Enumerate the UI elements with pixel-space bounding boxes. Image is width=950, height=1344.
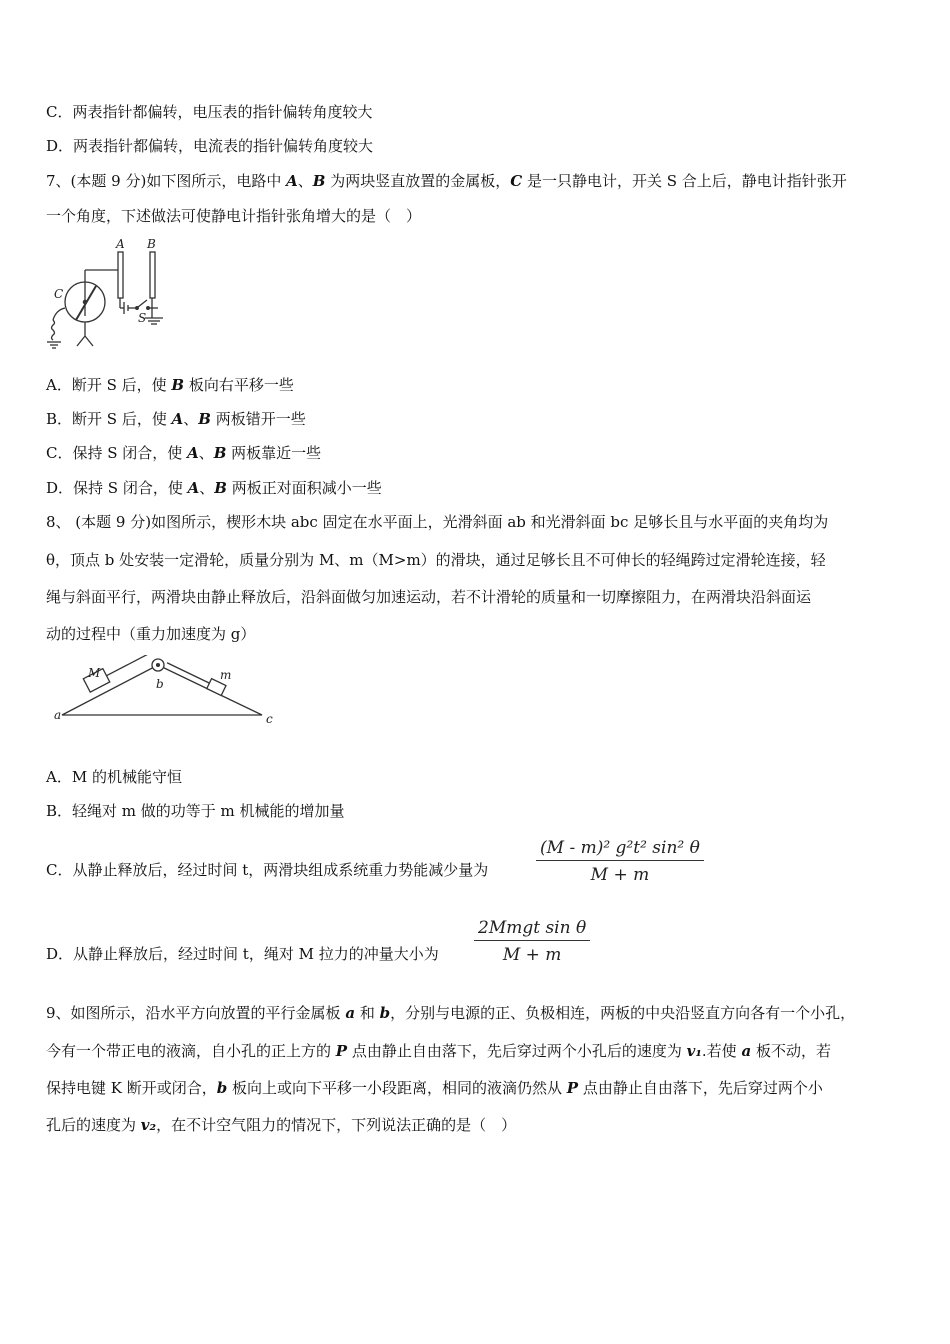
- label-a: A: [116, 238, 125, 251]
- q8-option-c: C．从静止释放后，经过时间 t，两滑块组成系统重力势能减少量为: [46, 861, 489, 879]
- q9-text: ，分别与电源的正、负极相连，两板的中央沿竖直方向各有一个小孔，: [390, 1004, 856, 1022]
- q7-option-c: [46, 443, 321, 463]
- q9-stem-line1: [46, 1003, 855, 1023]
- q9-text: 今有一个带正电的液滴，自小孔的正上方的: [46, 1042, 336, 1060]
- q7-var-a: A: [187, 444, 199, 462]
- q7-stem-text: 7、(本题 9 分)如下图所示，电路中: [46, 172, 287, 190]
- q7-sep: 、: [297, 172, 313, 190]
- q7-var-c: C: [510, 172, 523, 190]
- q9-var-p: P: [566, 1079, 579, 1097]
- label-b: B: [147, 238, 156, 251]
- plate-a: [118, 252, 123, 298]
- label-a: a: [54, 708, 62, 722]
- q7-stem-line1: [46, 171, 847, 191]
- q9-var-a: a: [741, 1042, 752, 1060]
- q7-option-text: 两板正对面积减小一些: [226, 479, 382, 497]
- q7-option-text: 两板错开一些: [210, 410, 306, 428]
- q7-sep: 、: [199, 479, 215, 497]
- q7-stem-text: 为两块竖直放置的金属板，: [325, 172, 511, 190]
- q8-stem-line2: θ，顶点 b 处安装一定滑轮，质量分别为 M、m（M>m）的滑块，通过足够长且不可伸长的轻绳跨过定滑轮连接，轻: [46, 551, 826, 569]
- q9-stem-line2: [46, 1041, 831, 1061]
- q7-stem-text: 是一只静电计，开关 S 合上后，静电计指针张开: [522, 172, 847, 190]
- q7-var-b: B: [171, 376, 185, 394]
- q9-text: 孔后的速度为: [46, 1116, 141, 1134]
- q7-var-a: A: [286, 172, 298, 190]
- label-big-m: M: [88, 666, 101, 680]
- q7-option-a: [46, 375, 294, 395]
- q7-option-text: D．保持 S 闭合，使: [46, 479, 188, 497]
- q9-stem-line4: [46, 1115, 516, 1135]
- q7-option-text: B．断开 S 后，使: [46, 410, 172, 428]
- fraction-numerator: (M - m)² g²t² sin² θ: [536, 838, 704, 861]
- q8-option-c-fraction: [536, 838, 704, 885]
- q9-var-p: P: [335, 1042, 348, 1060]
- q9-var-v1: v₁: [686, 1042, 702, 1060]
- label-s: S: [138, 311, 147, 325]
- label-b: b: [156, 677, 164, 691]
- q7-var-a: A: [187, 479, 200, 497]
- q9-var-v2: v₂: [140, 1116, 157, 1134]
- plate-b: [150, 252, 155, 298]
- q8-wedge-figure: [50, 655, 280, 731]
- q9-text: .若使: [701, 1042, 742, 1060]
- q8-stem-line4: 动的过程中（重力加速度为 g）: [46, 625, 256, 643]
- q9-text: 点由静止自由落下，先后穿过两个小: [578, 1079, 823, 1097]
- q7-var-b: B: [213, 444, 227, 462]
- label-c: c: [266, 712, 273, 726]
- q7-option-text: C．保持 S 闭合，使: [46, 444, 188, 462]
- q7-option-b: [46, 409, 306, 429]
- block-small-m: [164, 658, 226, 695]
- fraction-denominator: M + m: [590, 865, 650, 885]
- q8-option-a: A．M 的机械能守恒: [46, 768, 182, 786]
- q7-sep: 、: [198, 444, 214, 462]
- q9-text: 9、如图所示，沿水平方向放置的平行金属板: [46, 1004, 346, 1022]
- q9-text: 板不动，若: [751, 1042, 831, 1060]
- q8-option-d-fraction: [474, 918, 590, 965]
- q8-stem-line3: 绳与斜面平行，两滑块由静止释放后，沿斜面做匀加速运动，若不计滑轮的质量和一切摩擦阻力，在两滑块沿斜面运: [46, 588, 812, 606]
- q9-text: 点由静止自由落下，先后穿过两个小孔后的速度为: [347, 1042, 687, 1060]
- q6-option-c: C．两表指针都偏转，电压表的指针偏转角度较大: [46, 103, 373, 121]
- q9-stem-line3: [46, 1078, 823, 1098]
- fraction-denominator: M + m: [502, 945, 562, 965]
- q7-electroscope-figure: [42, 238, 182, 356]
- q7-sep: 、: [183, 410, 199, 428]
- q7-var-b: B: [198, 410, 211, 428]
- q9-var-b: b: [216, 1079, 228, 1097]
- q9-text: 保持电键 K 断开或闭合，: [46, 1079, 217, 1097]
- q9-text: 和: [355, 1004, 380, 1022]
- q9-text: 板向上或向下平移一小段距离，相同的液滴仍然从: [227, 1079, 567, 1097]
- q9-text: ，在不计空气阻力的情况下，下列说法正确的是（ ）: [156, 1116, 517, 1134]
- label-small-m: m: [220, 668, 232, 682]
- q8-option-b: B．轻绳对 m 做的功等于 m 机械能的增加量: [46, 802, 345, 820]
- q7-option-text: 板向右平移一些: [184, 376, 294, 394]
- q7-option-d: [46, 478, 382, 498]
- q7-option-text: 两板靠近一些: [226, 444, 322, 462]
- q9-var-a: a: [345, 1004, 356, 1022]
- label-c: C: [54, 287, 64, 301]
- fraction-numerator: 2Mmgt sin θ: [474, 918, 590, 941]
- q7-var-b: B: [312, 172, 326, 190]
- q7-var-a: A: [171, 410, 184, 428]
- q7-option-text: A．断开 S 后，使: [46, 376, 172, 394]
- q8-stem-line1: 8、 (本题 9 分)如图所示，楔形木块 abc 固定在水平面上，光滑斜面 ab 和光滑斜面 bc 足够长且与水平面的夹角均为: [46, 513, 829, 531]
- q7-var-b: B: [214, 479, 227, 497]
- q7-stem-line2: 一个角度，下述做法可使静电计指针张角增大的是（ ）: [46, 207, 422, 225]
- q6-option-d: D．两表指针都偏转，电流表的指针偏转角度较大: [46, 137, 374, 155]
- q9-var-b: b: [379, 1004, 391, 1022]
- q8-option-d: D．从静止释放后，经过时间 t，绳对 M 拉力的冲量大小为: [46, 945, 439, 963]
